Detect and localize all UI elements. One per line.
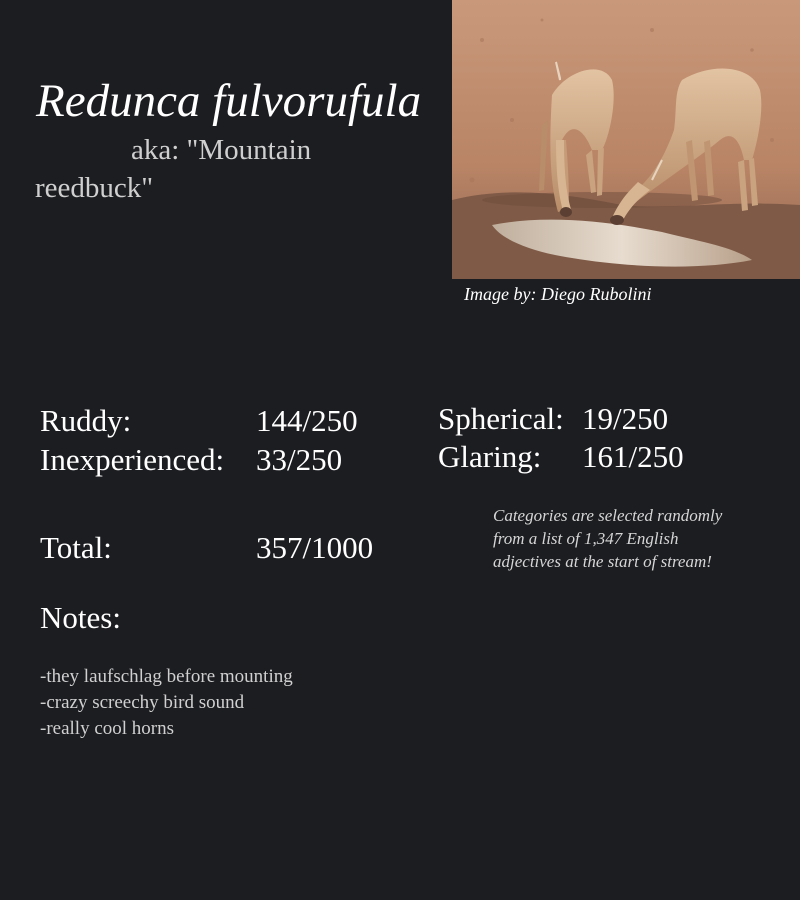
score-label-ruddy: Ruddy:	[40, 403, 132, 438]
notes-list	[40, 664, 293, 742]
note-item: -they laufschlag before mounting	[40, 666, 293, 687]
note-item: -really cool horns	[40, 718, 175, 739]
score-value-spherical: 19/250	[582, 401, 669, 436]
species-scientific-name: Redunca fulvorufula	[36, 75, 422, 127]
score-value-inexperienced: 33/250	[256, 442, 343, 477]
score-label-glaring: Glaring:	[438, 439, 542, 474]
score-label-inexperienced: Inexperienced:	[40, 442, 225, 477]
score-label-spherical: Spherical:	[438, 401, 564, 436]
image-credit: Image by: Diego Rubolini	[464, 284, 652, 304]
notes-heading: Notes:	[40, 600, 121, 635]
score-value-ruddy: 144/250	[256, 403, 358, 438]
total-label: Total:	[40, 530, 112, 565]
species-common-name: aka: "Mountain reedbuck"	[35, 134, 312, 204]
categories-note: Categories are selected randomly from a list of 1,347 English adjectives at the start of stream!	[493, 506, 723, 571]
total-value: 357/1000	[256, 530, 374, 565]
note-item: -crazy screechy bird sound	[40, 692, 245, 713]
animal-photo	[452, 0, 800, 279]
score-value-glaring: 161/250	[582, 439, 684, 474]
